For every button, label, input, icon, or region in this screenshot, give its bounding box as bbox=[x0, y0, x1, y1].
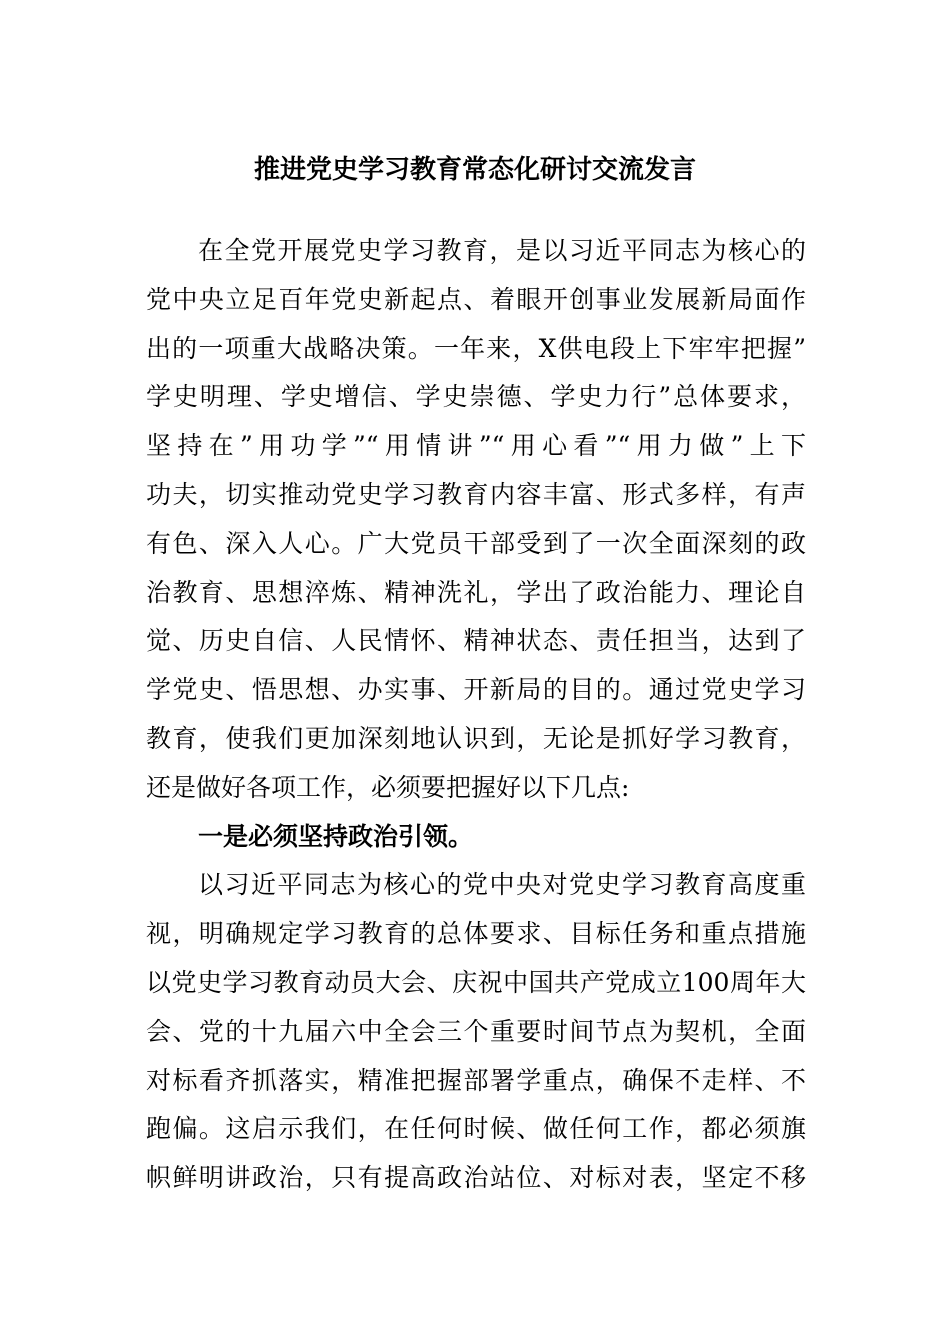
paragraph-1-line: 觉、历史自信、人民情怀、精神状态、责任担当，达到了 bbox=[146, 626, 806, 656]
paragraph-2-line: 视，明确规定学习教育的总体要求、目标任务和重点措施 bbox=[146, 919, 806, 949]
paragraph-2-line: 会、党的十九届六中全会三个重要时间节点为契机，全面 bbox=[146, 1016, 806, 1046]
paragraph-2-line: 帜鲜明讲政治，只有提高政治站位、对标对表，坚定不移 bbox=[146, 1163, 806, 1193]
paragraph-1-line: 出的一项重大战略决策。一年来，X供电段上下牢牢把握” bbox=[146, 333, 806, 363]
paragraph-1-line: 学史明理、学史增信、学史崇德、学史力行”总体要求， bbox=[146, 382, 806, 412]
paragraph-1-line: 还是做好各项工作，必须要把握好以下几点: bbox=[146, 772, 630, 802]
paragraph-2-line: 对标看齐抓落实，精准把握部署学重点，确保不走样、不 bbox=[146, 1065, 806, 1095]
paragraph-1-line: 教育，使我们更加深刻地认识到，无论是抓好学习教育， bbox=[146, 723, 806, 753]
section-heading: 一是必须坚持政治引领。 bbox=[198, 821, 474, 851]
paragraph-2-line: 以习近平同志为核心的党中央对党史学习教育高度重 bbox=[198, 870, 806, 900]
paragraph-1-line: 治教育、思想淬炼、精神洗礼，学出了政治能力、理论自 bbox=[146, 577, 806, 607]
paragraph-1-line: 在全党开展党史学习教育，是以习近平同志为核心的 bbox=[198, 236, 806, 265]
paragraph-1-line: 坚持在”用功学”“用情讲”“用心看”“用力做”上下 bbox=[146, 431, 806, 461]
paragraph-2-line: 以党史学习教育动员大会、庆祝中国共产党成立100周年大 bbox=[146, 967, 806, 997]
paragraph-1-line: 党中央立足百年党史新起点、着眼开创事业发展新局面作 bbox=[146, 284, 806, 314]
document-body bbox=[146, 227, 806, 1203]
paragraph-2-line: 跑偏。这启示我们，在任何时候、做任何工作，都必须旗 bbox=[146, 1114, 806, 1144]
paragraph-1-line: 有色、深入人心。广大党员干部受到了一次全面深刻的政 bbox=[146, 528, 806, 558]
paragraph-1-line: 学党史、悟思想、办实事、开新局的目的。通过党史学习 bbox=[146, 675, 806, 705]
document-title: 推进党史学习教育常态化研讨交流发言 bbox=[253, 155, 696, 185]
paragraph-1-line: 功夫，切实推动党史学习教育内容丰富、形式多样，有声 bbox=[146, 479, 806, 509]
